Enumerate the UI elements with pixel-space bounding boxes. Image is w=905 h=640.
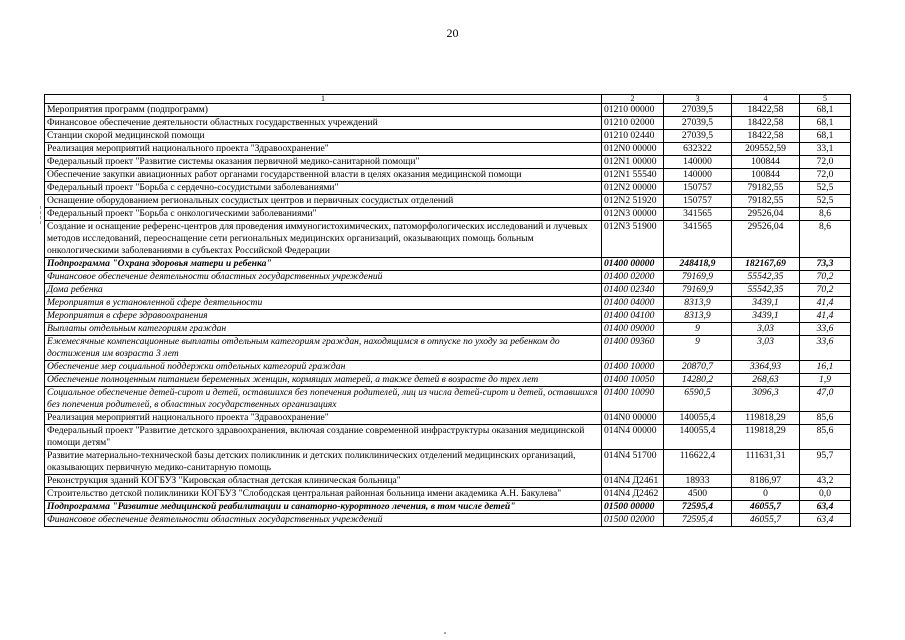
table-header-row	[45, 95, 851, 104]
row-executed: 3439,1	[732, 297, 800, 310]
row-code: 012N1 55540	[602, 169, 664, 182]
row-planned: 8313,9	[664, 297, 732, 310]
table-row	[45, 182, 851, 195]
row-name: Строительство детской поликлиники КОГБУЗ "Слободская центральная районная больница имени академика А.Н. Бакулева"	[45, 488, 602, 501]
row-planned: 27039,5	[664, 130, 732, 143]
budget-table	[44, 94, 851, 527]
row-executed: 0	[732, 488, 800, 501]
row-percent: 41,4	[800, 310, 851, 323]
row-name: Федеральный проект "Борьба с онкологическими заболеваниями"	[45, 208, 602, 221]
row-code: 014N4 51700	[602, 450, 664, 475]
row-percent: 85,6	[800, 412, 851, 425]
row-percent: 8,6	[800, 208, 851, 221]
row-executed: 3364,93	[732, 361, 800, 374]
row-planned: 341565	[664, 221, 732, 258]
table-row	[45, 387, 851, 412]
row-code: 01500 00000	[602, 501, 664, 514]
table-row	[45, 336, 851, 361]
row-name: Реконструкция зданий КОГБУЗ "Кировская областная детская клиническая больница"	[45, 475, 602, 488]
header-col-4: 4	[732, 95, 800, 104]
table-row	[45, 156, 851, 169]
row-code: 01400 00000	[602, 258, 664, 271]
row-executed: 100844	[732, 156, 800, 169]
row-executed: 46055,7	[732, 514, 800, 527]
row-planned: 341565	[664, 208, 732, 221]
scan-dot	[444, 632, 446, 634]
row-executed: 29526,04	[732, 208, 800, 221]
row-percent: 85,6	[800, 425, 851, 450]
row-code: 01210 02000	[602, 117, 664, 130]
row-code: 014N4 Д2462	[602, 488, 664, 501]
table-row	[45, 117, 851, 130]
row-planned: 140055,4	[664, 425, 732, 450]
row-executed: 55542,35	[732, 271, 800, 284]
row-planned: 6590,5	[664, 387, 732, 412]
row-name: Станции скорой медицинской помощи	[45, 130, 602, 143]
row-percent: 52,5	[800, 195, 851, 208]
row-percent: 41,4	[800, 297, 851, 310]
row-planned: 79169,9	[664, 271, 732, 284]
row-name: Ежемесячные компенсационные выплаты отдельным категориям граждан, находящимся в отпуске по уходу за ребенком до достижения им возраста 3 лет	[45, 336, 602, 361]
row-code: 01400 04100	[602, 310, 664, 323]
row-percent: 52,5	[800, 182, 851, 195]
row-name: Мероприятия в сфере здравоохранения	[45, 310, 602, 323]
row-executed: 29526,04	[732, 221, 800, 258]
row-name: Выплаты отдельным категориям граждан	[45, 323, 602, 336]
row-name: Федеральный проект "Развитие детского здравоохранения, включая создание современной инфраструктуры оказания медицинской помощи детям"	[45, 425, 602, 450]
row-percent: 68,1	[800, 130, 851, 143]
row-percent: 70,2	[800, 271, 851, 284]
row-percent: 70,2	[800, 284, 851, 297]
row-code: 012N3 00000	[602, 208, 664, 221]
row-executed: 3439,1	[732, 310, 800, 323]
row-name: Обеспечение закупки авиационных работ органами государственной власти в целях оказания медицинской помощи	[45, 169, 602, 182]
row-percent: 43,2	[800, 475, 851, 488]
row-planned: 248418,9	[664, 258, 732, 271]
row-percent: 33,6	[800, 336, 851, 361]
header-col-1: 1	[45, 95, 602, 104]
row-executed: 119818,29	[732, 412, 800, 425]
row-executed: 119818,29	[732, 425, 800, 450]
row-planned: 79169,9	[664, 284, 732, 297]
row-planned: 14280,2	[664, 374, 732, 387]
row-percent: 68,1	[800, 104, 851, 117]
row-executed: 182167,69	[732, 258, 800, 271]
row-code: 014N4 00000	[602, 425, 664, 450]
row-name: Федеральный проект "Борьба с сердечно-сосудистыми заболеваниями"	[45, 182, 602, 195]
row-code: 01400 10050	[602, 374, 664, 387]
row-code: 012N2 51920	[602, 195, 664, 208]
header-col-2: 2	[602, 95, 664, 104]
row-code: 01500 02000	[602, 514, 664, 527]
row-planned: 72595,4	[664, 514, 732, 527]
row-executed: 209552,59	[732, 143, 800, 156]
row-planned: 9	[664, 336, 732, 361]
table-row	[45, 271, 851, 284]
table-row	[45, 488, 851, 501]
table-row	[45, 195, 851, 208]
table-row	[45, 104, 851, 117]
header-col-3: 3	[664, 95, 732, 104]
row-name: Мероприятия в установленной сфере деятельности	[45, 297, 602, 310]
table-row	[45, 425, 851, 450]
row-name: Развитие материально-технической базы детских поликлиник и детских поликлинических отделений медицинских организаций, оказывающих первичную медико-санитарную помощь	[45, 450, 602, 475]
row-name: Социальное обеспечение детей-сирот и детей, оставшихся без попечения родителей, лиц из числа детей-сирот и детей, оставшихся без попечения родителей, в областных государственных организациях	[45, 387, 602, 412]
scan-artifact	[40, 206, 42, 224]
row-planned: 27039,5	[664, 117, 732, 130]
table-row	[45, 450, 851, 475]
table-row	[45, 169, 851, 182]
table-row	[45, 412, 851, 425]
table-row	[45, 514, 851, 527]
row-planned: 9	[664, 323, 732, 336]
row-percent: 33,6	[800, 323, 851, 336]
row-executed: 111631,31	[732, 450, 800, 475]
table-row	[45, 361, 851, 374]
row-percent: 68,1	[800, 117, 851, 130]
row-planned: 116622,4	[664, 450, 732, 475]
row-code: 014N0 00000	[602, 412, 664, 425]
row-planned: 632322	[664, 143, 732, 156]
row-code: 01400 10000	[602, 361, 664, 374]
table-row	[45, 475, 851, 488]
row-code: 01400 10090	[602, 387, 664, 412]
row-percent: 1,9	[800, 374, 851, 387]
table-row	[45, 208, 851, 221]
row-planned: 27039,5	[664, 104, 732, 117]
row-executed: 18422,58	[732, 104, 800, 117]
row-planned: 4500	[664, 488, 732, 501]
row-percent: 72,0	[800, 156, 851, 169]
row-code: 014N4 Д2461	[602, 475, 664, 488]
row-planned: 140055,4	[664, 412, 732, 425]
row-percent: 63,4	[800, 501, 851, 514]
row-code: 01400 02000	[602, 271, 664, 284]
page-number: 20	[446, 26, 459, 40]
row-percent: 8,6	[800, 221, 851, 258]
row-name: Оснащение оборудованием региональных сосудистых центров и первичных сосудистых отделений	[45, 195, 602, 208]
table-row	[45, 143, 851, 156]
row-percent: 0,0	[800, 488, 851, 501]
row-code: 01400 09360	[602, 336, 664, 361]
table-row	[45, 258, 851, 271]
row-code: 01210 02440	[602, 130, 664, 143]
row-executed: 8186,97	[732, 475, 800, 488]
row-percent: 16,1	[800, 361, 851, 374]
row-percent: 73,3	[800, 258, 851, 271]
row-name: Реализация мероприятий национального проекта "Здравоохранение"	[45, 412, 602, 425]
table-row	[45, 284, 851, 297]
row-planned: 18933	[664, 475, 732, 488]
row-percent: 72,0	[800, 169, 851, 182]
row-name: Реализация мероприятий национального проекта "Здравоохранение"	[45, 143, 602, 156]
row-name: Дома ребенка	[45, 284, 602, 297]
table-row	[45, 130, 851, 143]
row-name: Обеспечение мер социальной поддержки отдельных категорий граждан	[45, 361, 602, 374]
row-executed: 268,63	[732, 374, 800, 387]
row-executed: 18422,58	[732, 117, 800, 130]
row-executed: 79182,55	[732, 182, 800, 195]
row-percent: 33,1	[800, 143, 851, 156]
row-planned: 140000	[664, 156, 732, 169]
row-planned: 72595,4	[664, 501, 732, 514]
row-executed: 100844	[732, 169, 800, 182]
row-name: Финансовое обеспечение деятельности областных государственных учреждений	[45, 117, 602, 130]
row-planned: 8313,9	[664, 310, 732, 323]
row-executed: 79182,55	[732, 195, 800, 208]
table-row	[45, 221, 851, 258]
table-row	[45, 310, 851, 323]
row-code: 01400 04000	[602, 297, 664, 310]
row-name: Обеспечение полноценным питанием беременных женщин, кормящих матерей, а также детей в возрасте до трех лет	[45, 374, 602, 387]
table-row	[45, 374, 851, 387]
row-name: Финансовое обеспечение деятельности областных государственных учреждений	[45, 514, 602, 527]
row-executed: 55542,35	[732, 284, 800, 297]
row-name: Финансовое обеспечение деятельности областных государственных учреждений	[45, 271, 602, 284]
row-planned: 140000	[664, 169, 732, 182]
row-code: 012N3 51900	[602, 221, 664, 258]
row-name: Федеральный проект "Развитие системы оказания первичной медико-санитарной помощи"	[45, 156, 602, 169]
row-code: 012N0 00000	[602, 143, 664, 156]
row-code: 01400 02340	[602, 284, 664, 297]
header-col-5: 5	[800, 95, 851, 104]
row-executed: 3,03	[732, 336, 800, 361]
row-planned: 150757	[664, 195, 732, 208]
row-code: 012N2 00000	[602, 182, 664, 195]
row-planned: 20870,7	[664, 361, 732, 374]
row-percent: 47,0	[800, 387, 851, 412]
row-name: Создание и оснащение референс-центров для проведения иммуногистохимических, патоморфологических исследований и лучевых методов исследований, переоснащение сети региональных медицинских организаций, оказывающих помощь больным онкологическими заболеваниями в субъектах Российской Федерации	[45, 221, 602, 258]
row-executed: 3,03	[732, 323, 800, 336]
row-name: Подпрограмма "Развитие медицинской реабилитации и санаторно-курортного лечения, в том числе детей"	[45, 501, 602, 514]
row-planned: 150757	[664, 182, 732, 195]
row-executed: 46055,7	[732, 501, 800, 514]
row-name: Подпрограмма "Охрана здоровья матери и ребенка"	[45, 258, 602, 271]
row-percent: 95,7	[800, 450, 851, 475]
row-code: 01400 09000	[602, 323, 664, 336]
table-row	[45, 297, 851, 310]
row-executed: 18422,58	[732, 130, 800, 143]
row-code: 01210 00000	[602, 104, 664, 117]
row-code: 012N1 00000	[602, 156, 664, 169]
row-executed: 3096,3	[732, 387, 800, 412]
row-percent: 63,4	[800, 514, 851, 527]
table-row	[45, 323, 851, 336]
table-row	[45, 501, 851, 514]
row-name: Мероприятия программ (подпрограмм)	[45, 104, 602, 117]
